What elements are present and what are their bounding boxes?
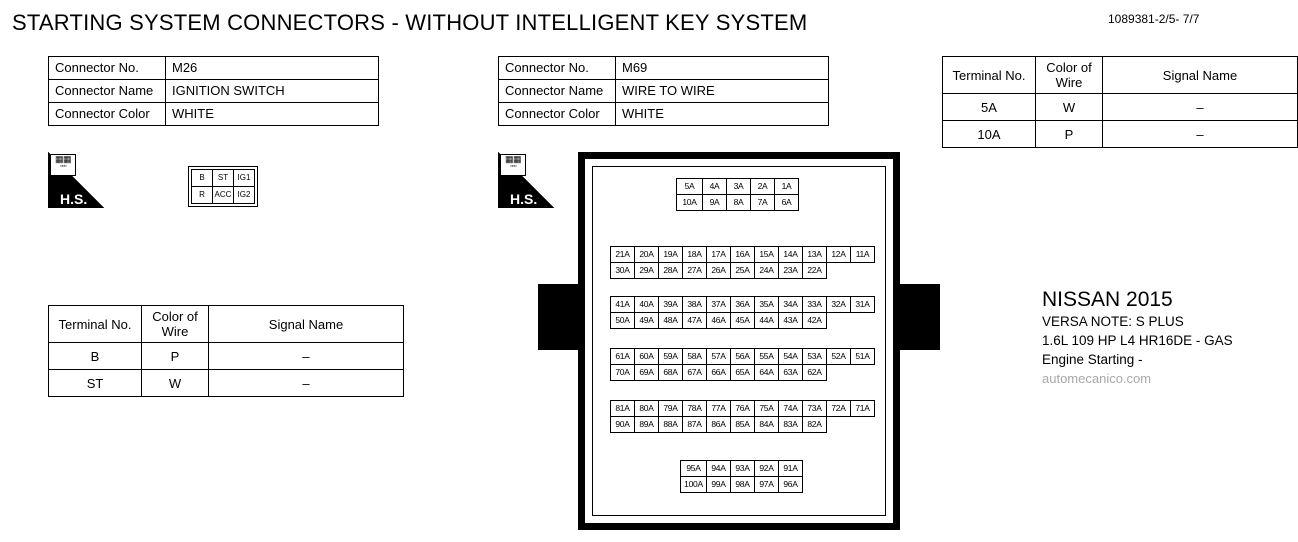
connector-no-value: M69 — [616, 57, 829, 80]
pin-cell: 1A — [775, 179, 799, 195]
header-color-of-wire: Color of Wire — [142, 306, 209, 343]
pin-cell: 25A — [731, 263, 755, 279]
pin-cell: 35A — [755, 297, 779, 313]
pin-cell: 16A — [731, 247, 755, 263]
pin-row — [611, 247, 875, 263]
vehicle-brand: NISSAN 2015 — [1042, 288, 1173, 311]
pin-cell: 90A — [611, 417, 635, 433]
connector-no-label: Connector No. — [49, 57, 166, 80]
pin-cell: 5A — [677, 179, 703, 195]
pin-cell: 2A — [751, 179, 775, 195]
pin-cell: IG1 — [234, 170, 255, 187]
pin-cell: 37A — [707, 297, 731, 313]
cell-terminal-no: B — [49, 343, 142, 370]
document-code: 1089381-2/5- 7/7 — [1108, 12, 1200, 26]
hs-label-left: H.S. — [60, 191, 88, 207]
connector-info-table-middle — [498, 56, 829, 126]
table-row — [49, 103, 379, 126]
cell-wire-color: P — [142, 343, 209, 370]
pin-cell: 30A — [611, 263, 635, 279]
pin-cell: 39A — [659, 297, 683, 313]
connector-shape-icon: ▦▦ ▫▫▫ — [500, 154, 526, 176]
vehicle-engine: 1.6L 109 HP L4 HR16DE - GAS — [1042, 333, 1233, 348]
pin-cell: 28A — [659, 263, 683, 279]
connector-color-value: WHITE — [166, 103, 379, 126]
terminal-table-right — [942, 56, 1298, 148]
pin-row — [681, 477, 803, 493]
pin-cell: 97A — [755, 477, 779, 493]
pin-cell: 9A — [703, 195, 727, 211]
source-website: automecanico.com — [1042, 371, 1152, 386]
pin-group-6 — [680, 460, 803, 493]
header-signal-name: Signal Name — [209, 306, 404, 343]
connector-color-value: WHITE — [616, 103, 829, 126]
table-row — [499, 57, 829, 80]
pin-cell: 12A — [827, 247, 851, 263]
pin-cell: 75A — [755, 401, 779, 417]
table-row — [49, 57, 379, 80]
pin-cell: 45A — [731, 313, 755, 329]
table-row — [943, 94, 1298, 121]
pin-cell: 13A — [803, 247, 827, 263]
pin-cell: 83A — [779, 417, 803, 433]
vehicle-model: VERSA NOTE: S PLUS — [1042, 314, 1184, 329]
pin-cell: 93A — [731, 461, 755, 477]
pin-cell: 33A — [803, 297, 827, 313]
pin-cell: 61A — [611, 349, 635, 365]
pin-cell: 43A — [779, 313, 803, 329]
harness-side-marker-middle — [498, 152, 554, 208]
table-row — [49, 370, 404, 397]
connector-no-label: Connector No. — [499, 57, 616, 80]
pin-cell: 23A — [779, 263, 803, 279]
pin-cell: 92A — [755, 461, 779, 477]
cell-signal-name: – — [1103, 121, 1298, 148]
pin-group-2 — [610, 246, 875, 279]
header-signal-name: Signal Name — [1103, 57, 1298, 94]
pin-cell: 38A — [683, 297, 707, 313]
pin-cell: 56A — [731, 349, 755, 365]
connector-latch-left — [538, 284, 578, 350]
pin-cell: 34A — [779, 297, 803, 313]
table-row — [943, 121, 1298, 148]
pin-cell: ACC — [213, 187, 234, 204]
pin-cell: 51A — [851, 349, 875, 365]
pin-cell: 46A — [707, 313, 731, 329]
pin-cell: ST — [213, 170, 234, 187]
pin-cell: 73A — [803, 401, 827, 417]
table-row — [49, 343, 404, 370]
pin-cell: 57A — [707, 349, 731, 365]
pin-cell: 52A — [827, 349, 851, 365]
pin-cell: 41A — [611, 297, 635, 313]
pin-cell: 6A — [775, 195, 799, 211]
pin-cell: 15A — [755, 247, 779, 263]
pin-cell: 68A — [659, 365, 683, 381]
pin-cell: 96A — [779, 477, 803, 493]
pin-cell: 100A — [681, 477, 707, 493]
table-row — [499, 80, 829, 103]
pin-cell: 10A — [677, 195, 703, 211]
table-row — [499, 103, 829, 126]
pin-cell: 47A — [683, 313, 707, 329]
connector-color-label: Connector Color — [49, 103, 166, 126]
pinout-row — [192, 187, 255, 204]
pin-row — [611, 349, 875, 365]
pin-cell: 78A — [683, 401, 707, 417]
connector-info-table-left — [48, 56, 379, 126]
pin-cell: 22A — [803, 263, 827, 279]
cell-signal-name: – — [1103, 94, 1298, 121]
connector-shape-icon: ▦▦ ▫▫▫ — [50, 154, 76, 176]
pin-cell: 8A — [727, 195, 751, 211]
pin-cell: 65A — [731, 365, 755, 381]
vehicle-system: Engine Starting - — [1042, 352, 1143, 367]
cell-terminal-no: 5A — [943, 94, 1036, 121]
pin-cell: 79A — [659, 401, 683, 417]
vehicle-info — [1042, 290, 1233, 388]
pin-cell: 62A — [803, 365, 827, 381]
pin-cell: 27A — [683, 263, 707, 279]
connector-body-m69 — [578, 152, 900, 530]
pin-cell: 49A — [635, 313, 659, 329]
pin-cell: 50A — [611, 313, 635, 329]
pin-cell: 95A — [681, 461, 707, 477]
connector-color-label: Connector Color — [499, 103, 616, 126]
hs-label-middle: H.S. — [510, 191, 538, 207]
pin-cell: 72A — [827, 401, 851, 417]
pin-row — [611, 313, 875, 329]
pin-cell: 84A — [755, 417, 779, 433]
pin-cell: 7A — [751, 195, 775, 211]
pin-row — [681, 461, 803, 477]
pin-cell: 99A — [707, 477, 731, 493]
pin-cell: 94A — [707, 461, 731, 477]
pin-cell: 44A — [755, 313, 779, 329]
pin-cell: 58A — [683, 349, 707, 365]
pin-row — [611, 297, 875, 313]
pin-group-4 — [610, 348, 875, 381]
connector-latch-right — [900, 284, 940, 350]
page-title: STARTING SYSTEM CONNECTORS - WITHOUT INTELLIGENT KEY SYSTEM — [12, 10, 808, 35]
pin-cell: 24A — [755, 263, 779, 279]
pin-cell: 66A — [707, 365, 731, 381]
pin-cell: 76A — [731, 401, 755, 417]
pin-cell: 85A — [731, 417, 755, 433]
connector-no-value: M26 — [166, 57, 379, 80]
pin-cell: 60A — [635, 349, 659, 365]
pin-cell: 21A — [611, 247, 635, 263]
pin-cell: 29A — [635, 263, 659, 279]
header-color-of-wire: Color of Wire — [1036, 57, 1103, 94]
pin-cell: B — [192, 170, 213, 187]
pin-cell: 26A — [707, 263, 731, 279]
connector-pinout-m26 — [188, 166, 258, 207]
pin-cell: IG2 — [234, 187, 255, 204]
pin-cell: 11A — [851, 247, 875, 263]
pin-row — [611, 417, 875, 433]
pin-group-1 — [676, 178, 799, 211]
pin-cell: 14A — [779, 247, 803, 263]
table-header-row — [49, 306, 404, 343]
pin-cell: 55A — [755, 349, 779, 365]
pinout-row — [192, 170, 255, 187]
pin-cell: 87A — [683, 417, 707, 433]
pin-row — [611, 365, 875, 381]
pin-cell: 48A — [659, 313, 683, 329]
pin-cell: 32A — [827, 297, 851, 313]
pin-cell: 54A — [779, 349, 803, 365]
header-terminal-no: Terminal No. — [943, 57, 1036, 94]
cell-wire-color: W — [142, 370, 209, 397]
pin-cell: 71A — [851, 401, 875, 417]
connector-name-label: Connector Name — [499, 80, 616, 103]
pin-row — [611, 401, 875, 417]
connector-name-value: IGNITION SWITCH — [166, 80, 379, 103]
pin-cell: 82A — [803, 417, 827, 433]
header-terminal-no: Terminal No. — [49, 306, 142, 343]
pin-cell: 63A — [779, 365, 803, 381]
connector-name-value: WIRE TO WIRE — [616, 80, 829, 103]
pin-cell: 17A — [707, 247, 731, 263]
pin-cell: 31A — [851, 297, 875, 313]
pin-cell: 40A — [635, 297, 659, 313]
harness-side-marker-left — [48, 152, 104, 208]
connector-name-label: Connector Name — [49, 80, 166, 103]
pin-group-5 — [610, 400, 875, 433]
pin-cell: 69A — [635, 365, 659, 381]
cell-terminal-no: ST — [49, 370, 142, 397]
pin-cell: 98A — [731, 477, 755, 493]
pin-group-3 — [610, 296, 875, 329]
pin-cell: 42A — [803, 313, 827, 329]
pin-cell: 91A — [779, 461, 803, 477]
pin-row — [677, 179, 799, 195]
pin-cell: 70A — [611, 365, 635, 381]
pin-cell: 3A — [727, 179, 751, 195]
cell-signal-name: – — [209, 370, 404, 397]
cell-signal-name: – — [209, 343, 404, 370]
pin-cell: 36A — [731, 297, 755, 313]
terminal-table-left — [48, 305, 404, 397]
pin-cell: 20A — [635, 247, 659, 263]
pin-cell: 4A — [703, 179, 727, 195]
cell-terminal-no: 10A — [943, 121, 1036, 148]
pin-cell: 19A — [659, 247, 683, 263]
pin-cell: R — [192, 187, 213, 204]
pin-cell: 67A — [683, 365, 707, 381]
cell-wire-color: W — [1036, 94, 1103, 121]
pin-cell: 53A — [803, 349, 827, 365]
pin-cell: 64A — [755, 365, 779, 381]
table-header-row — [943, 57, 1298, 94]
pin-cell: 89A — [635, 417, 659, 433]
cell-wire-color: P — [1036, 121, 1103, 148]
pin-cell: 74A — [779, 401, 803, 417]
pin-cell: 77A — [707, 401, 731, 417]
pin-cell: 80A — [635, 401, 659, 417]
pin-cell: 59A — [659, 349, 683, 365]
pin-cell: 86A — [707, 417, 731, 433]
pin-row — [611, 263, 875, 279]
table-row — [49, 80, 379, 103]
pin-row — [677, 195, 799, 211]
pin-cell: 18A — [683, 247, 707, 263]
pin-cell: 88A — [659, 417, 683, 433]
pin-cell: 81A — [611, 401, 635, 417]
